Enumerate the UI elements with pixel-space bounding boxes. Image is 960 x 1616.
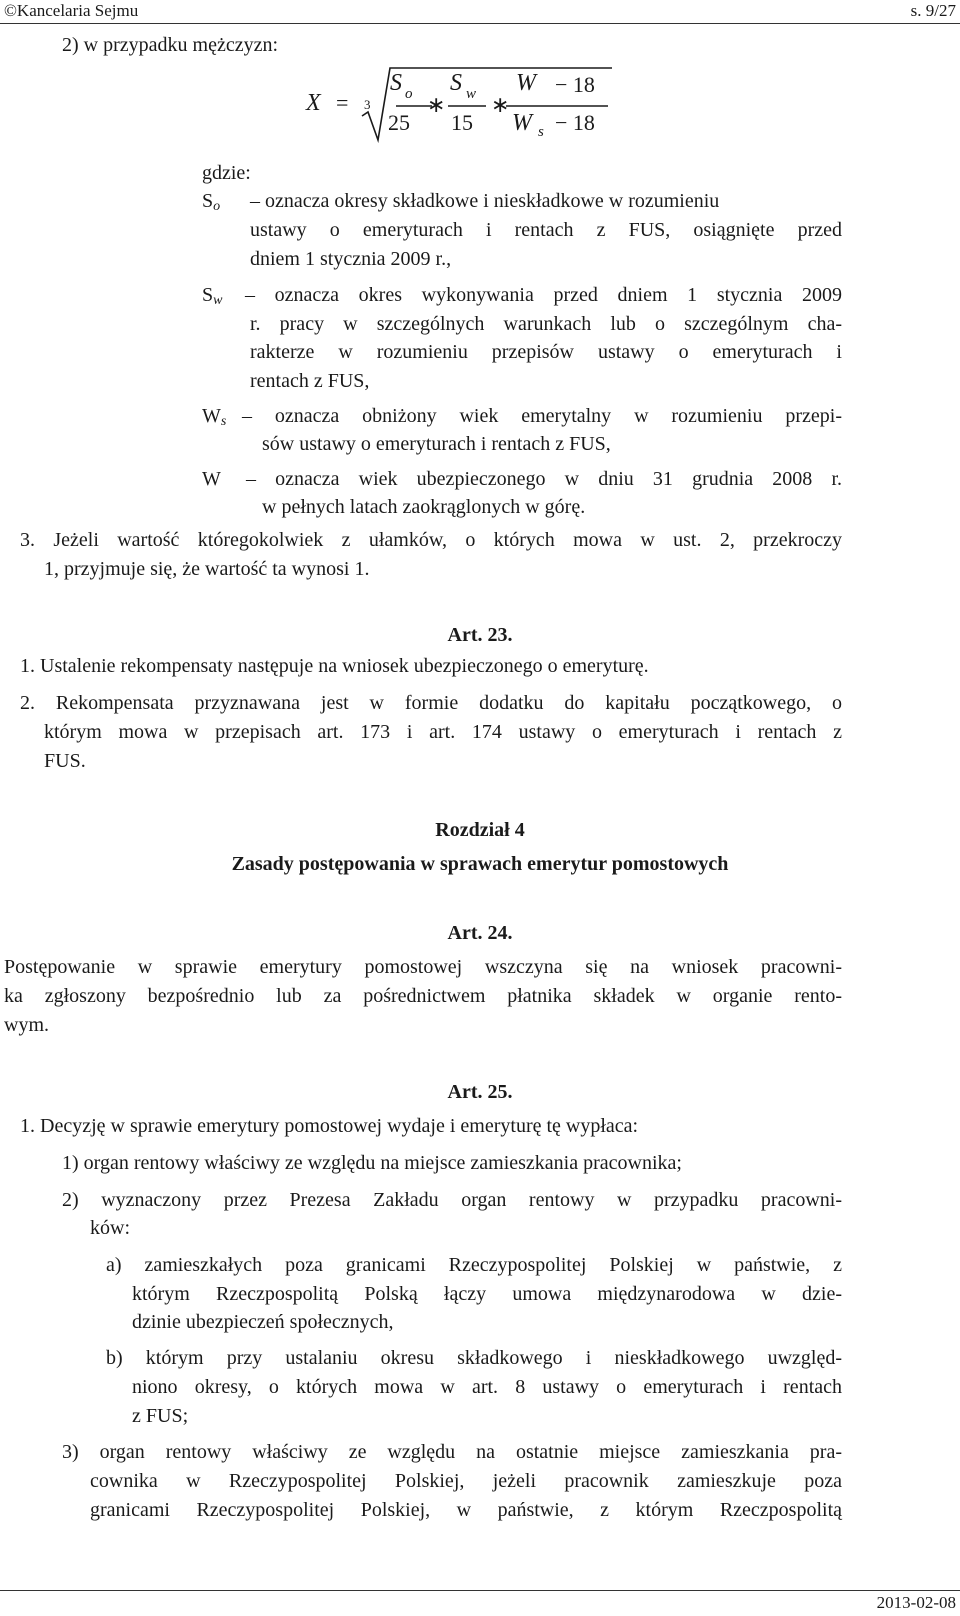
art-25-item-3: 3) organ rentowy właściwy ze względu na ostatnie miejsce zamieszkania pra- xyxy=(62,1441,842,1463)
chapter-title: Rozdział 4 xyxy=(435,819,525,841)
art-25-item-b: z FUS; xyxy=(132,1405,189,1427)
f2-num: S xyxy=(450,70,462,96)
def-line: w pełnych latach zaokrąglonych w górę. xyxy=(262,496,586,518)
f3-den-sub: s xyxy=(538,124,544,140)
f3-den-rest: − 18 xyxy=(555,110,595,135)
def-line: sów ustawy o emeryturach i rentach z FUS, xyxy=(262,433,611,455)
def-symbol: W xyxy=(202,468,221,490)
art-23-p2: którym mowa w przepisach art. 173 i art. 174 ustawy o emeryturach i rentach z xyxy=(44,721,842,743)
ust-3-line: 3. Jeżeli wartość któregokolwiek z ułamków, o których mowa w ust. 2, przekroczy xyxy=(20,529,842,551)
art-23-p2: FUS. xyxy=(44,750,86,772)
f3-den-w: W xyxy=(512,110,532,136)
def-line: ustawy o emeryturach i rentach z FUS, osiągnięte przed xyxy=(250,219,842,241)
f1-num-sub: o xyxy=(405,86,413,102)
f2-den: 15 xyxy=(451,110,473,135)
art-25-item-2: 2) wyznaczony przez Prezesa Zakładu organ rentowy w przypadku pracowni- xyxy=(62,1189,842,1211)
def-symbol: $S_o$ xyxy=(202,190,221,214)
art-25-item-a: którym Rzeczpospolitą Polską łączy umowa międzynarodowa w dzie- xyxy=(132,1283,842,1305)
art-25-title: Art. 25. xyxy=(447,1081,513,1103)
art-25-p1: 1. Decyzję w sprawie emerytury pomostowej wydaje i emeryturę tę wypłaca: xyxy=(20,1115,639,1137)
page-footer xyxy=(0,1590,960,1612)
page-number: s. 9/27 xyxy=(910,1,956,20)
root-index: 3 xyxy=(364,97,371,112)
f3-num-w: W xyxy=(516,70,536,96)
art-25-item-a: dzinie ubezpieczeń społecznych, xyxy=(132,1311,394,1333)
art-24-line: Postępowanie w sprawie emerytury pomostowej wszczyna się na wniosek pracowni- xyxy=(4,956,842,978)
art-23-title: Art. 23. xyxy=(447,624,513,646)
ust-3-line: 1, przyjmuje się, że wartość ta wynosi 1. xyxy=(44,558,370,580)
def-line: – oznacza obniżony wiek emerytalny w rozumieniu przepi- xyxy=(242,405,842,427)
art-23-p2: 2. Rekompensata przyznawana jest w formie dodatku do kapitału początkowego, o xyxy=(20,692,842,714)
def-line: rentach z FUS, xyxy=(250,370,370,392)
def-line: – oznacza okres wykonywania przed dniem 1 stycznia 2009 xyxy=(245,284,842,306)
f1-num: S xyxy=(390,70,402,96)
item-2-men: 2) w przypadku mężczyzn: xyxy=(62,34,279,56)
def-symbol: $W_s$ xyxy=(202,405,227,429)
art-25-item-3: cownika w Rzeczypospolitej Polskiej, jeżeli pracownik zamieszkuje poza xyxy=(90,1470,842,1492)
formula-eq: = xyxy=(336,90,349,115)
def-line: – oznacza okresy składkowe i nieskładkowe w rozumieniu xyxy=(250,190,720,212)
art-25-item-b: b) którym przy ustalaniu okresu składkowego i nieskładkowego uwzględ- xyxy=(106,1347,842,1369)
def-line: r. pracy w szczególnych warunkach lub o szczególnym cha- xyxy=(250,313,842,335)
page-header xyxy=(0,0,960,26)
f3-num-rest: − 18 xyxy=(555,72,595,97)
art-23-p1: 1. Ustalenie rekompensaty następuje na wniosek ubezpieczonego o emeryturę. xyxy=(20,655,649,677)
gdzie-label: gdzie: xyxy=(202,162,251,184)
op2: ∗ xyxy=(491,92,510,117)
def-line: – oznacza wiek ubezpieczonego w dniu 31 grudnia 2008 r. xyxy=(246,468,842,490)
def-line: rakterze w rozumieniu przepisów ustawy o emeryturach i xyxy=(250,341,842,363)
art-25-item-3: granicami Rzeczypospolitej Polskiej, w państwie, z którym Rzeczpospolitą xyxy=(90,1499,842,1521)
art-24-line: wym. xyxy=(4,1014,49,1036)
art-24-title: Art. 24. xyxy=(447,922,513,944)
def-symbol: $S_w$ xyxy=(202,284,223,308)
art-25-item-a: a) zamieszkałych poza granicami Rzeczypospolitej Polskiej w państwie, z xyxy=(106,1254,842,1276)
op1: ∗ xyxy=(427,92,446,117)
f2-num-sub: w xyxy=(466,86,477,102)
art-25-item-1: 1) organ rentowy właściwy ze względu na miejsce zamieszkania pracownika; xyxy=(62,1152,682,1174)
art-24-line: ka zgłoszony bezpośrednio lub za pośrednictwem płatnika składek w organie rento- xyxy=(4,985,842,1007)
art-25-item-2: ków: xyxy=(90,1217,130,1239)
formula-lhs: X xyxy=(306,90,321,116)
header-rule xyxy=(0,23,960,24)
art-25-item-b: niono okresy, o których mowa w art. 8 ustawy o emeryturach i rentach xyxy=(132,1376,842,1398)
def-line: dniem 1 stycznia 2009 r., xyxy=(250,248,452,270)
header-left: ©Kancelaria Sejmu xyxy=(4,1,139,20)
footer-date: 2013-02-08 xyxy=(876,1593,956,1612)
chapter-subtitle: Zasady postępowania w sprawach emerytur pomostowych xyxy=(231,853,729,875)
f1-den: 25 xyxy=(388,110,410,135)
